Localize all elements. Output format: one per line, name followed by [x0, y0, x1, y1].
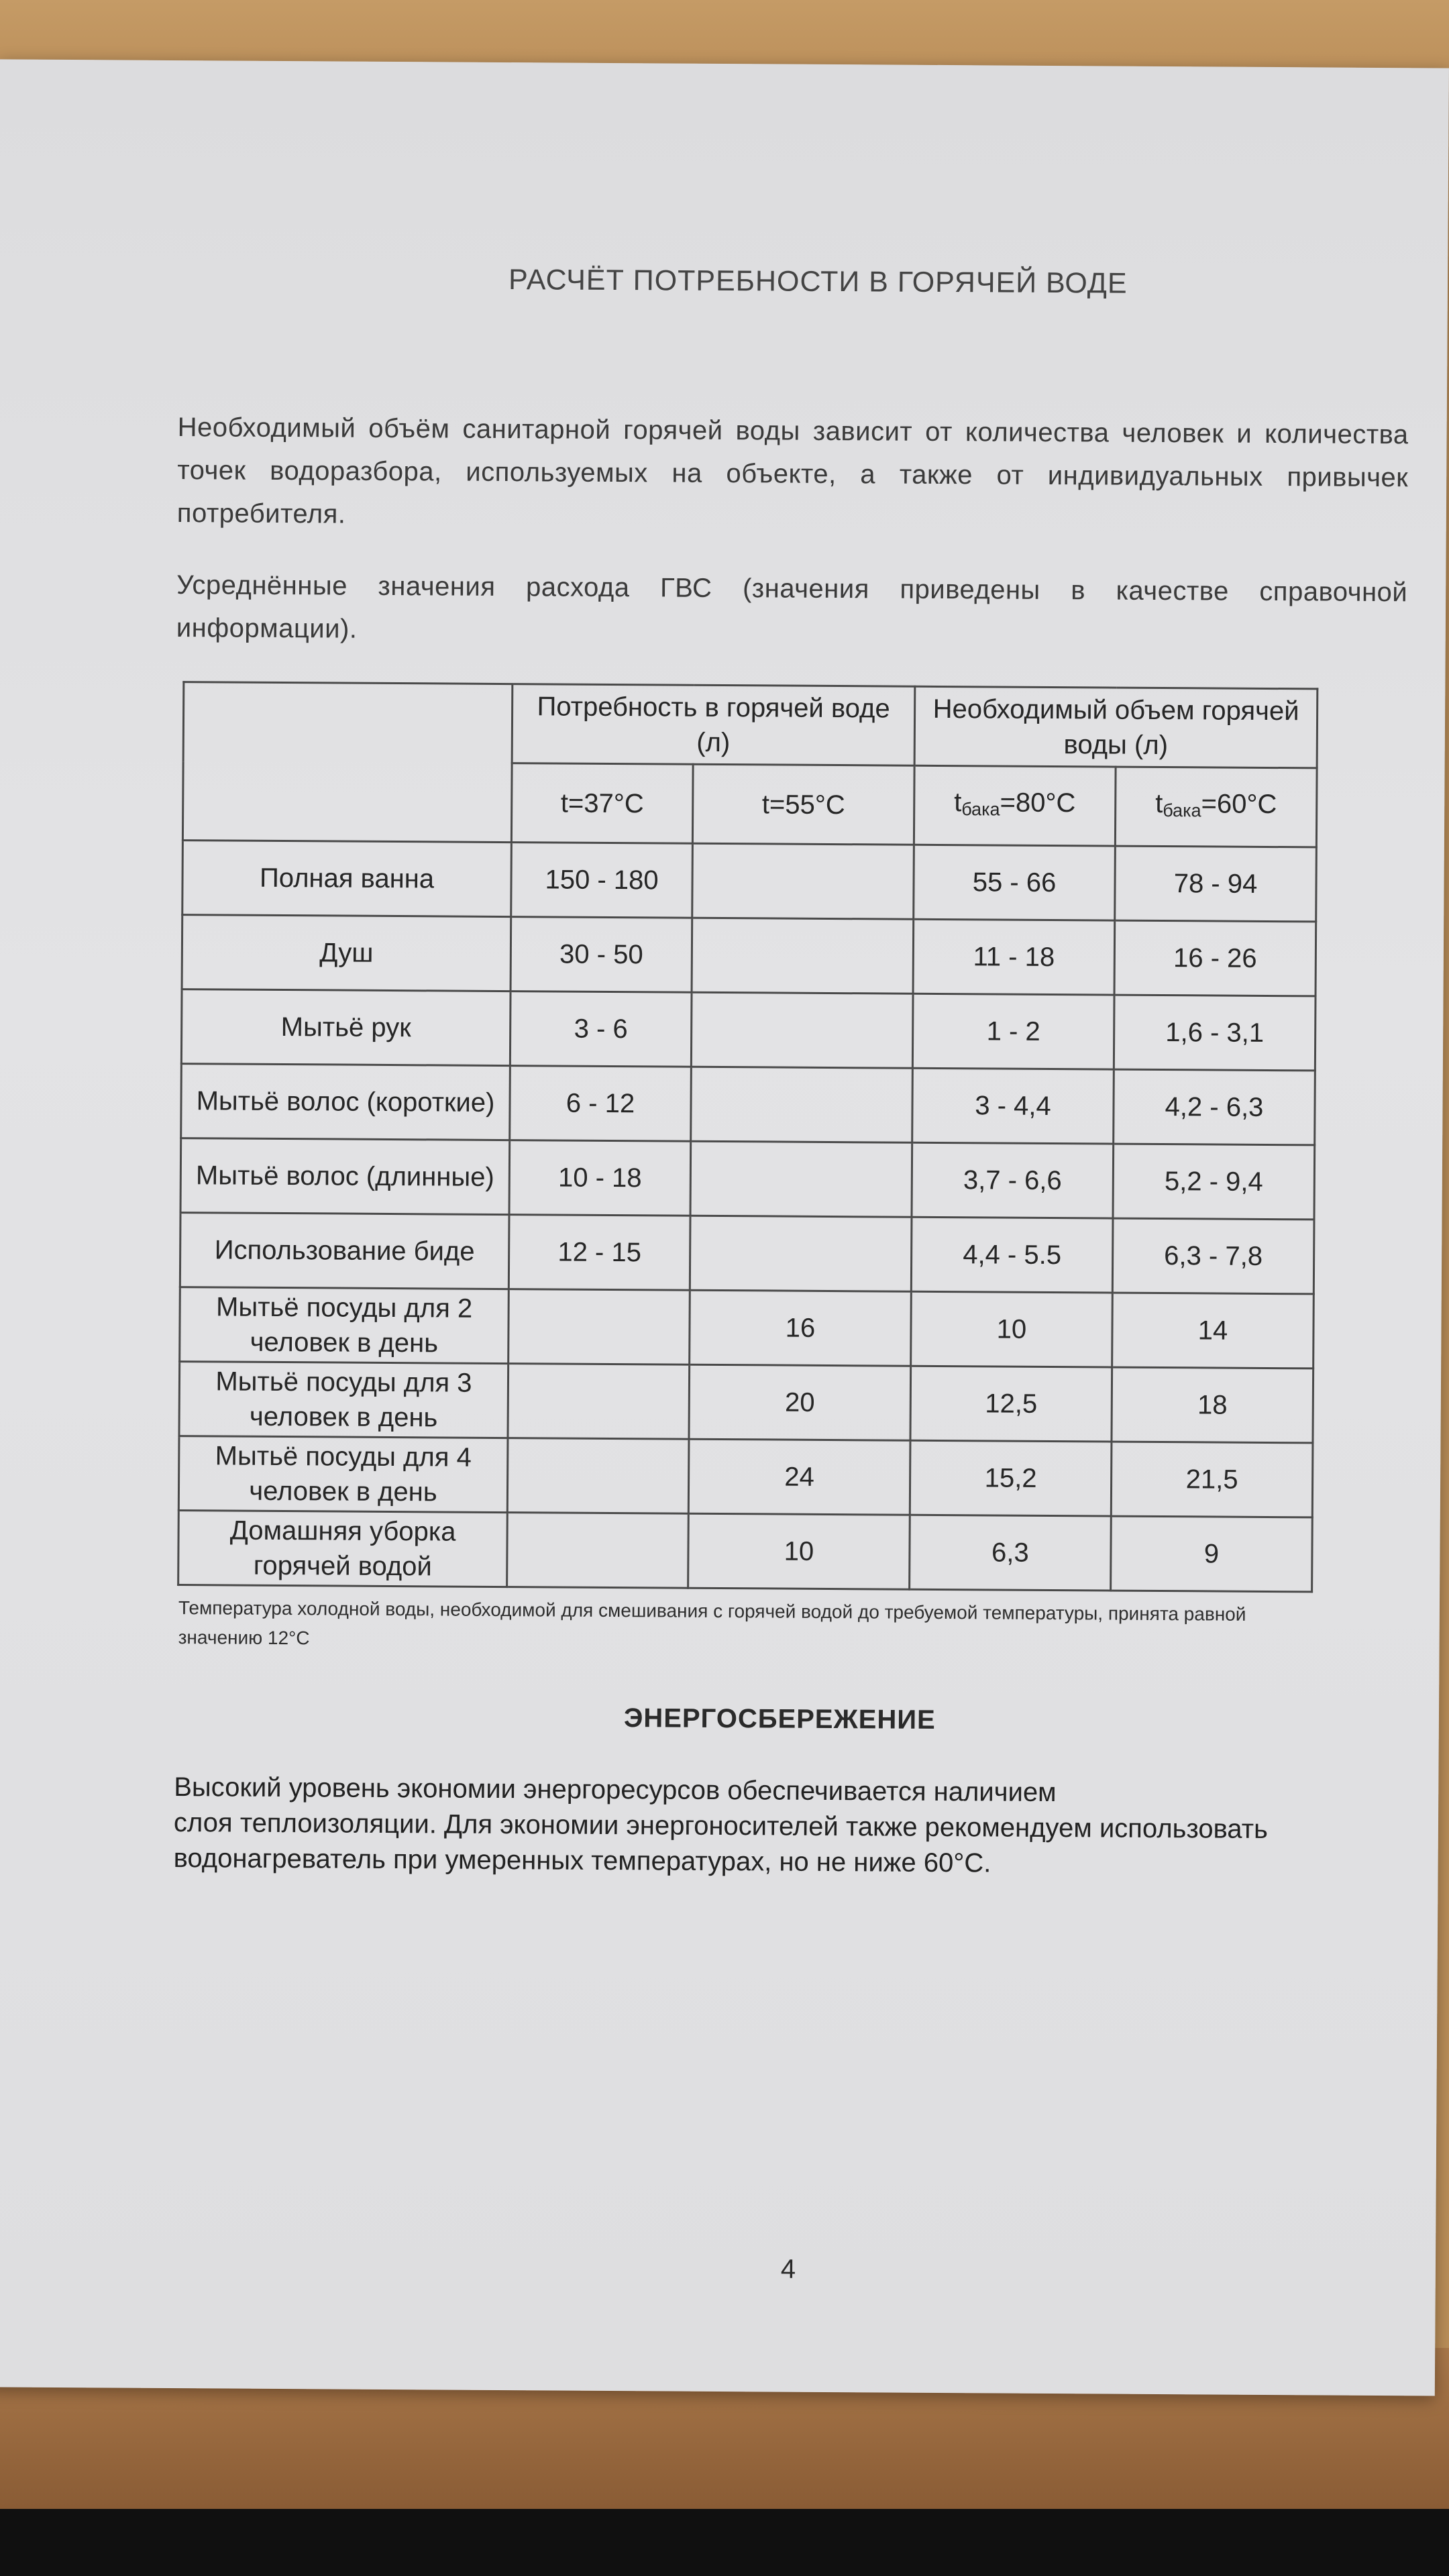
- cell-t37: 150 - 180: [511, 843, 693, 918]
- header-t55: t=55°C: [692, 764, 914, 845]
- table-row: [178, 1436, 1313, 1517]
- cell-tank-80: 6,3: [910, 1515, 1112, 1591]
- table-row: [179, 1362, 1313, 1443]
- energy-line-2: слоя теплоизоляции. Для экономии энергоносителей также рекомендуем использовать: [173, 1808, 1269, 1844]
- intro-paragraph: Необходимый объём санитарной горячей воды зависит от количества человек и количества точек водоразбора, используемых на объекте, а также от индивидуальных привычек потребителя.: [176, 413, 1409, 529]
- header-required-volume: Необходимый объем горячей воды (л): [914, 686, 1318, 768]
- cell-tank-80: 3 - 4,4: [912, 1068, 1114, 1144]
- table-row: [181, 989, 1316, 1071]
- cell-t55: 16: [690, 1290, 912, 1366]
- cell-t37: 30 - 50: [511, 917, 692, 993]
- cell-tank-80: 11 - 18: [913, 919, 1115, 995]
- document-page: [0, 59, 1449, 2396]
- cell-t37: 10 - 18: [509, 1140, 691, 1216]
- cell-tank-60: 14: [1112, 1293, 1314, 1368]
- header-tank-60-rest: =60°C: [1201, 788, 1277, 819]
- cell-tank-60: 5,2 - 9,4: [1113, 1144, 1315, 1220]
- page-number: 4: [780, 2254, 796, 2284]
- header-tank-80-rest: =80°C: [1000, 788, 1076, 818]
- cell-tank-60: 9: [1111, 1516, 1313, 1592]
- cell-tank-80: 10: [911, 1291, 1113, 1367]
- cell-t37: [508, 1364, 690, 1440]
- table-row: [181, 1064, 1316, 1145]
- table-row: [180, 1138, 1315, 1220]
- table-header-row-1: [183, 682, 1318, 768]
- cell-tank-80: 55 - 66: [914, 845, 1116, 920]
- cell-tank-60: 16 - 26: [1114, 920, 1316, 996]
- cell-tank-80: 4,4 - 5.5: [911, 1217, 1113, 1293]
- header-tank-80-sub: бака: [961, 798, 1000, 820]
- section-title-energy: ЭНЕРГОСБЕРЕЖЕНИЕ: [623, 1703, 936, 1735]
- energy-line-1: Высокий уровень экономии энергоресурсов обеспечивается наличием: [174, 1772, 1057, 1808]
- header-tank-80: [914, 765, 1116, 846]
- cell-t55: 20: [689, 1364, 911, 1440]
- row-label: Мытьё рук: [181, 989, 511, 1066]
- row-label: Мытьё волос (короткие): [181, 1064, 511, 1140]
- cell-tank-80: 3,7 - 6,6: [912, 1142, 1114, 1218]
- header-tank-60-t: t: [1155, 788, 1163, 818]
- cell-tank-80: 12,5: [910, 1366, 1112, 1442]
- cell-tank-80: 1 - 2: [912, 994, 1114, 1069]
- cell-tank-60: 78 - 94: [1115, 846, 1317, 922]
- header-demand: Потребность в горячей воде (л): [512, 684, 915, 766]
- cell-t55: 24: [688, 1439, 910, 1515]
- table-row: [182, 841, 1317, 922]
- row-label: Использование биде: [180, 1213, 509, 1289]
- header-t37: t=37°C: [511, 763, 693, 844]
- cell-tank-60: 18: [1112, 1367, 1313, 1443]
- footnote: Температура холодной воды, необходимой для смешивания с горячей водой до требуемой температуры, принята равной значению 12°C: [178, 1597, 1246, 1649]
- cell-t37: [508, 1289, 690, 1365]
- cell-t55: [691, 1067, 913, 1142]
- cell-t37: [507, 1438, 689, 1514]
- cell-t37: 12 - 15: [508, 1215, 690, 1291]
- cell-t55: [690, 1216, 912, 1291]
- row-label: Мытьё посуды для 4 человек в день: [178, 1436, 508, 1513]
- energy-paragraph: [173, 1770, 1395, 1884]
- row-label: Домашняя уборка горячей водой: [178, 1511, 508, 1587]
- cell-t37: 3 - 6: [510, 991, 692, 1067]
- cell-t55: 10: [688, 1513, 910, 1589]
- table-row: [180, 1213, 1314, 1294]
- cell-t55: [692, 843, 914, 919]
- cell-t55: [690, 1141, 912, 1217]
- table-row: [182, 915, 1316, 996]
- energy-line-3: водонагреватель при умеренных температурах, но не ниже 60°C.: [173, 1843, 991, 1878]
- cell-tank-60: 1,6 - 3,1: [1114, 995, 1316, 1071]
- row-label: Мытьё посуды для 2 человек в день: [180, 1287, 509, 1364]
- table-row: [178, 1511, 1313, 1592]
- cell-t37: [507, 1513, 689, 1589]
- cell-tank-60: 4,2 - 6,3: [1114, 1069, 1316, 1145]
- dark-floor-band: [0, 2509, 1449, 2576]
- cell-t55: [691, 992, 913, 1068]
- row-label: Мытьё посуды для 3 человек в день: [179, 1362, 508, 1438]
- cell-t37: 6 - 12: [510, 1066, 692, 1142]
- table-row: [180, 1287, 1314, 1368]
- cell-t55: [692, 918, 914, 994]
- page-title: РАСЧЁТ ПОТРЕБНОСТИ В ГОРЯЧЕЙ ВОДЕ: [508, 264, 1128, 300]
- cell-tank-60: 6,3 - 7,8: [1112, 1218, 1314, 1294]
- row-label: Полная ванна: [182, 841, 512, 917]
- cell-tank-60: 21,5: [1111, 1442, 1313, 1517]
- row-label: Душ: [182, 915, 511, 991]
- reference-paragraph: Усреднённые значения расхода ГВС (значения приведены в качестве справочной информации).: [176, 570, 1408, 644]
- header-tank-60-sub: бака: [1163, 800, 1201, 820]
- header-tank-80-t: t: [954, 787, 962, 817]
- hot-water-table: [177, 681, 1318, 1593]
- cell-tank-80: 15,2: [910, 1440, 1112, 1516]
- header-tank-60: [1115, 767, 1317, 847]
- table-corner-cell: [182, 682, 512, 843]
- row-label: Мытьё волос (длинные): [180, 1138, 510, 1215]
